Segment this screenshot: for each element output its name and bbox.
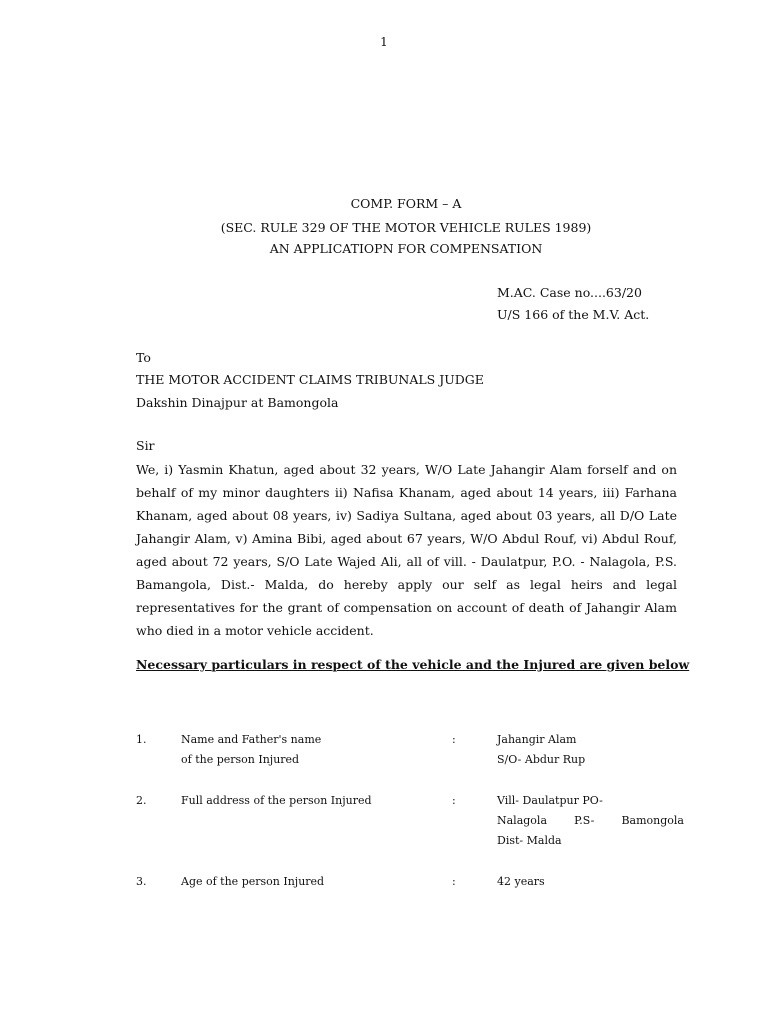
address-to: To bbox=[136, 350, 151, 365]
recipient-title: THE MOTOR ACCIDENT CLAIMS TRIBUNALS JUDGE bbox=[136, 372, 484, 387]
form-rule-reference: (SEC. RULE 329 OF THE MOTOR VEHICLE RULES 1989) bbox=[220, 220, 592, 235]
item-value-line: Nalagola P.S- Bamongola bbox=[497, 814, 684, 827]
particulars-title: Necessary particulars in respect of the vehicle and the Injured are given below bbox=[136, 657, 690, 672]
item-label bbox=[181, 730, 321, 770]
item-number: 2. bbox=[136, 794, 147, 807]
page-number: 1 bbox=[380, 35, 388, 49]
item-value bbox=[497, 791, 684, 851]
item-label bbox=[181, 872, 324, 892]
item-label-line: of the person Injured bbox=[181, 753, 300, 766]
case-section: U/S 166 of the M.V. Act. bbox=[497, 307, 650, 322]
item-colon: : bbox=[452, 733, 456, 746]
item-value-line: S/O- Abdur Rup bbox=[497, 753, 586, 766]
case-number: M.AC. Case no....63/20 bbox=[497, 285, 642, 300]
recipient-location: Dakshin Dinajpur at Bamongola bbox=[136, 395, 339, 410]
item-number: 1. bbox=[136, 733, 147, 746]
item-label-line: Name and Father's name bbox=[181, 733, 322, 746]
item-label-line: Full address of the person Injured bbox=[181, 794, 372, 807]
item-colon: : bbox=[452, 875, 456, 888]
form-subtitle: AN APPLICATIOPN FOR COMPENSATION bbox=[269, 241, 543, 256]
item-value-line: Vill- Daulatpur PO- bbox=[497, 794, 603, 807]
salutation: Sir bbox=[136, 438, 155, 453]
item-colon: : bbox=[452, 794, 456, 807]
form-title: COMP. FORM – A bbox=[350, 196, 462, 211]
application-body: We, i) Yasmin Khatun, aged about 32 years, W/O Late Jahangir Alam forself and on behalf of my minor daughters ii) Nafisa Khanam, aged about 14 years, iii) Farhana Khanam, aged about 08 years, iv) Sadiya Sultana, aged about 03 years, all D/O Late Jahangir Alam, v) Amina Bibi, aged about 67 years, W/O Abdul Rouf, vi) Abdul Rouf, aged about 72 years, S/O Late Wajed Ali, all of vill. - Daulatpur, P.O. - Nalagola, P.S. Bamangola, Dist.- Malda, do hereby apply our self as legal heirs and legal representatives for the grant of compensation on account of death of Jahangir Alam who died in a motor vehicle accident. bbox=[136, 462, 677, 638]
item-value-line: Jahangir Alam bbox=[497, 733, 577, 746]
item-label-line: Age of the person Injured bbox=[181, 875, 325, 888]
item-value-line: 42 years bbox=[497, 875, 545, 888]
item-value bbox=[497, 872, 684, 892]
item-label bbox=[181, 791, 372, 811]
item-number: 3. bbox=[136, 875, 147, 888]
item-value-line: Dist- Malda bbox=[497, 834, 562, 847]
item-value bbox=[497, 730, 684, 770]
